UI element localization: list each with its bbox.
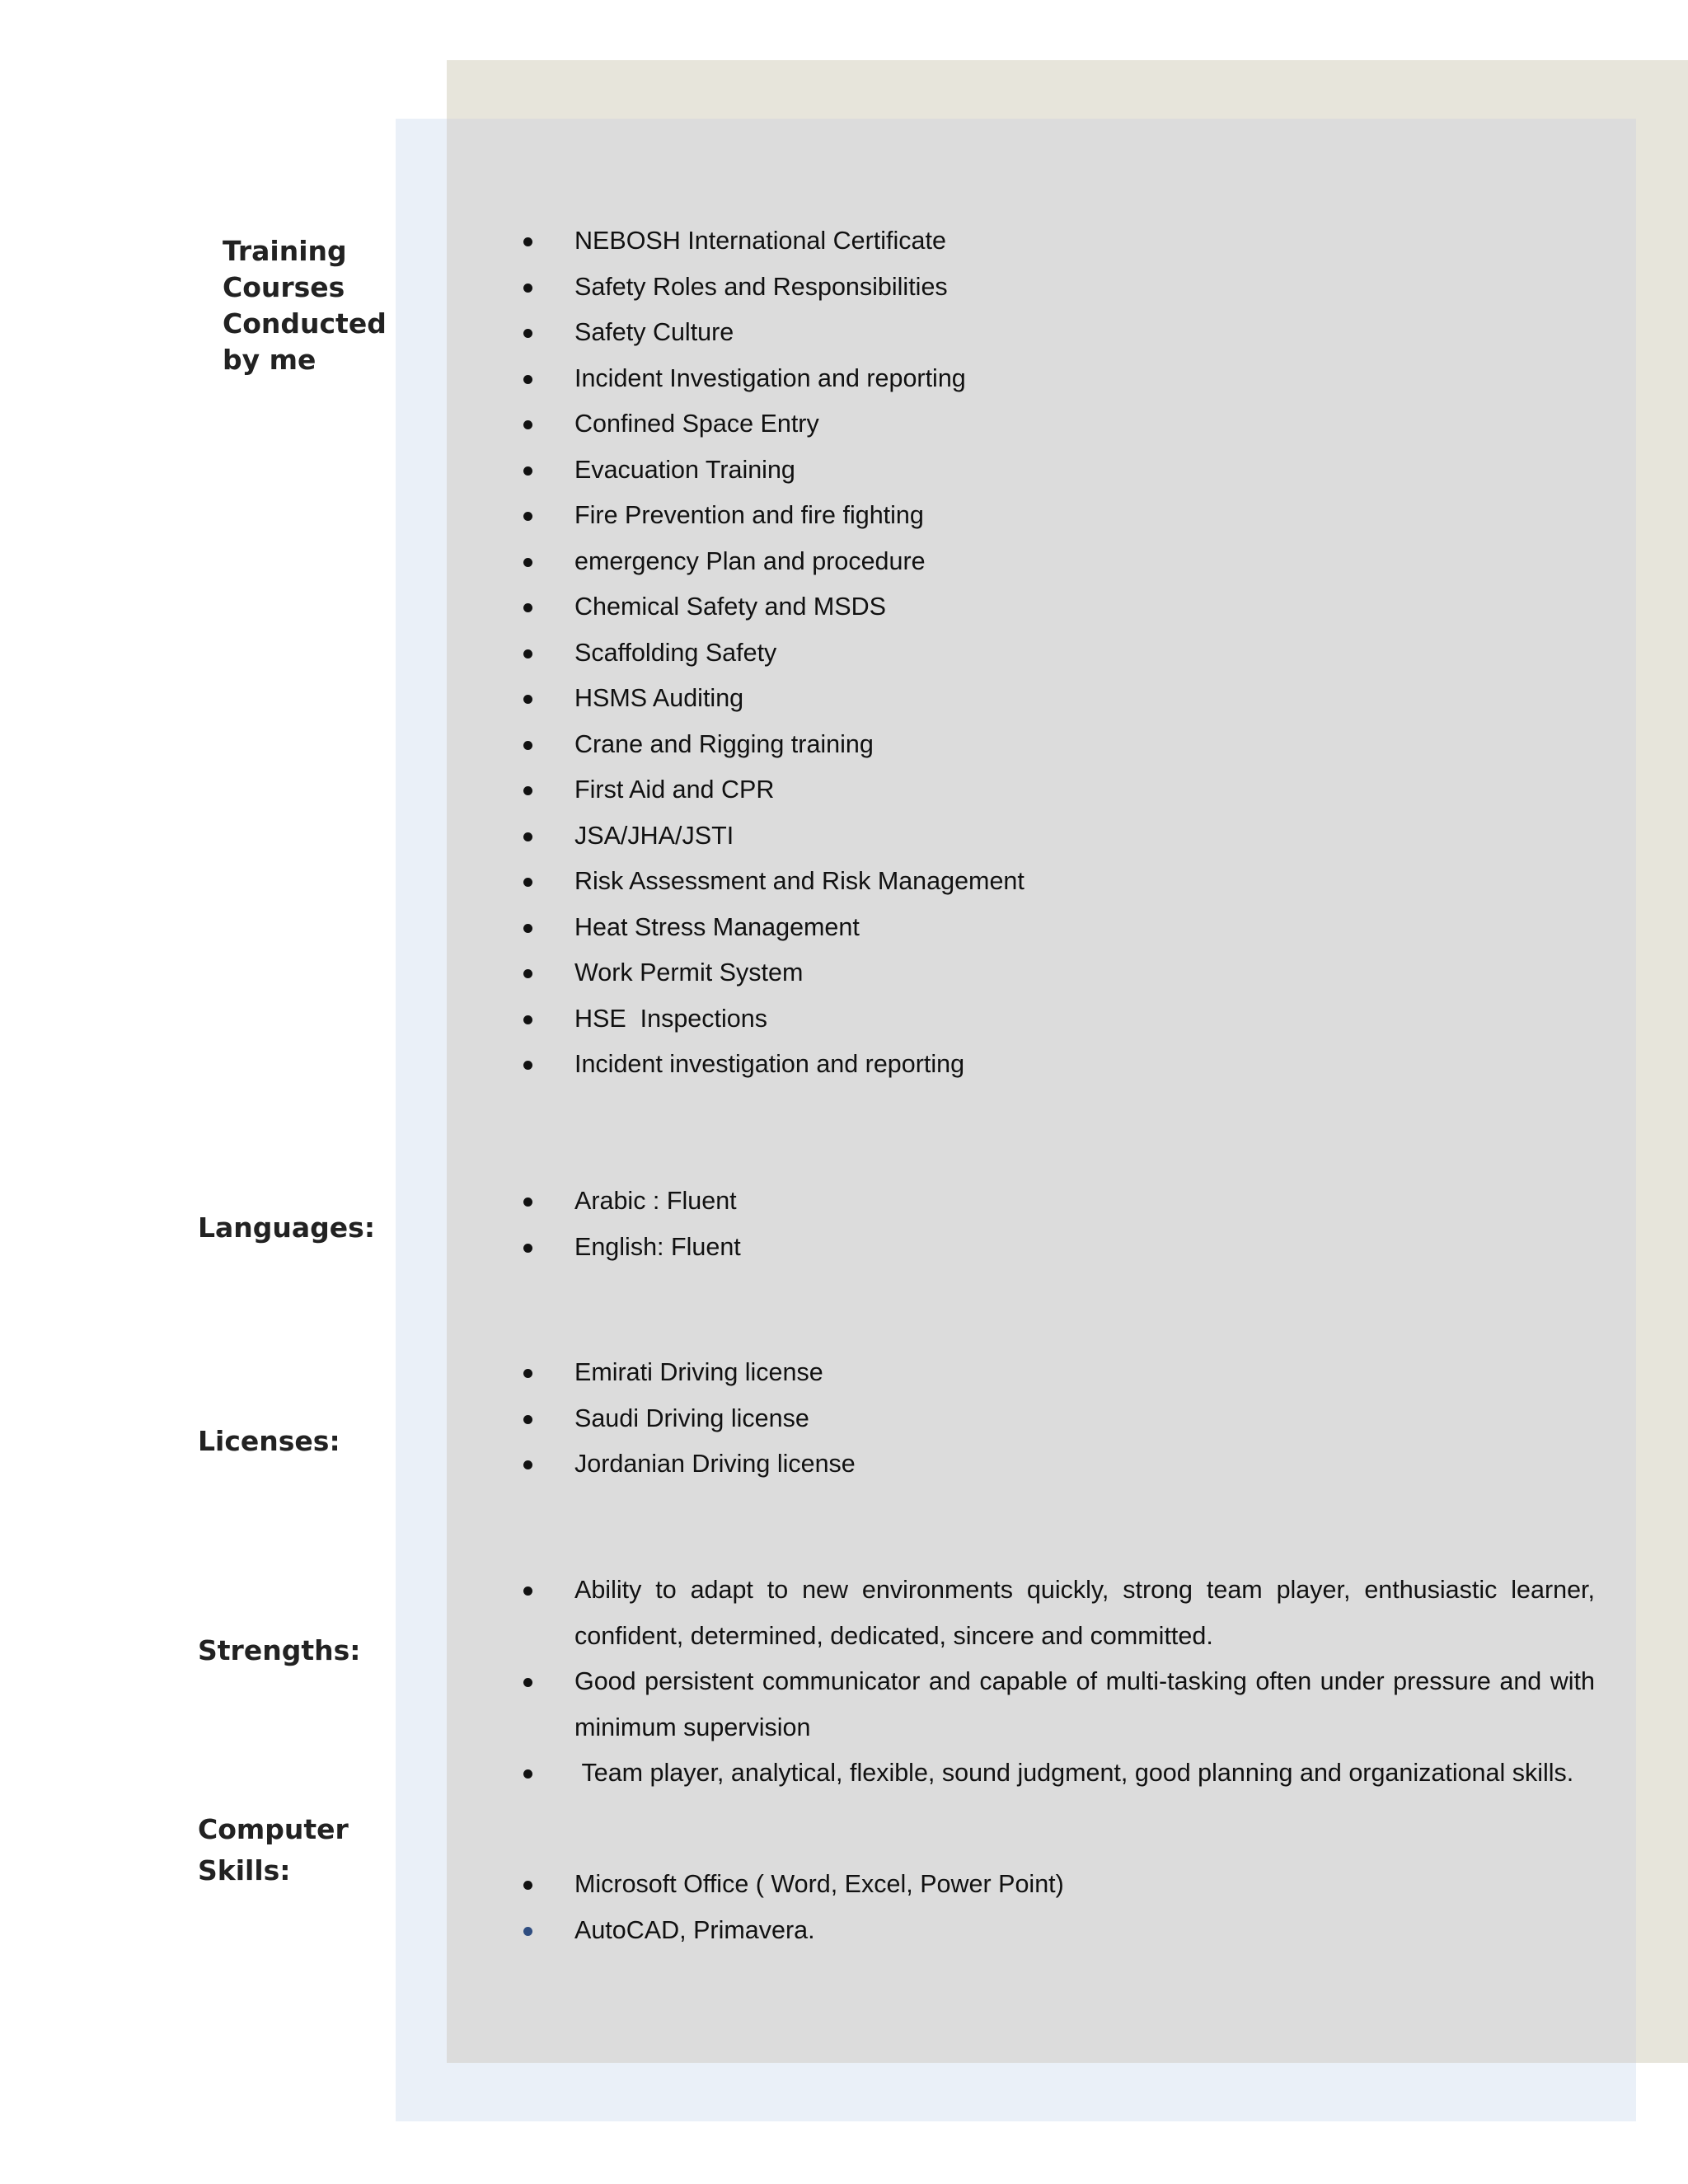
bullet-icon [523,1197,532,1207]
bullet-icon [523,558,532,567]
list-item: Saudi Driving license [519,1396,1595,1442]
list-item: Safety Culture [519,310,1595,356]
bullet-icon [523,1369,532,1378]
licenses-list [519,1350,1595,1488]
list-item: Good persistent communicator and capable of multi-tasking often under pressure and with minimum supervision [519,1659,1595,1750]
bullet-icon [523,1927,532,1936]
bullet-icon [523,1061,532,1070]
list-item: Microsoft Office ( Word, Excel, Power Point) [519,1862,1595,1908]
computer-skills-section-label: Computer Skills: [198,1813,349,1886]
list-item: Incident investigation and reporting [519,1042,1595,1088]
bullet-icon [523,329,532,338]
list-item: Heat Stress Management [519,905,1595,951]
licenses-section-label: Licenses: [198,1425,340,1457]
strengths-section-label: Strengths: [198,1634,361,1666]
list-item: Work Permit System [519,950,1595,996]
training-section-label: Training Courses Conducted by me [223,235,387,376]
list-item: Ability to adapt to new environments quickly, strong team player, enthusiastic learner, confident, determined, dedicated, sincere and committed. [519,1568,1595,1659]
list-item: emergency Plan and procedure [519,539,1595,585]
list-item: Crane and Rigging training [519,722,1595,768]
bullet-icon [523,741,532,750]
list-item: JSA/JHA/JSTI [519,813,1595,860]
list-item: Evacuation Training [519,448,1595,494]
bullet-icon [523,1460,532,1469]
bullet-icon [523,1244,532,1253]
list-item: Fire Prevention and fire fighting [519,493,1595,539]
bullet-icon [523,649,532,658]
bullet-icon [523,1769,532,1779]
bullet-icon [523,924,532,933]
list-item: NEBOSH International Certificate [519,218,1595,265]
bullet-icon [523,512,532,521]
bullet-icon [523,1881,532,1890]
list-item: Safety Roles and Responsibilities [519,265,1595,311]
bullet-icon [523,1415,532,1424]
list-item: HSE Inspections [519,996,1595,1043]
bullet-icon [523,832,532,841]
list-item: Emirati Driving license [519,1350,1595,1396]
bullet-icon [523,420,532,429]
list-item: First Aid and CPR [519,767,1595,813]
bullet-icon [523,603,532,612]
list-item: Scaffolding Safety [519,630,1595,677]
list-item: Team player, analytical, flexible, sound judgment, good planning and organizational skills. [519,1750,1595,1797]
bullet-icon [523,878,532,887]
list-item: Confined Space Entry [519,401,1595,448]
list-item: AutoCAD, Primavera. [519,1908,1595,1954]
list-item: Arabic : Fluent [519,1179,1595,1225]
list-item: Jordanian Driving license [519,1441,1595,1488]
list-item: Risk Assessment and Risk Management [519,859,1595,905]
list-item: HSMS Auditing [519,676,1595,722]
bullet-icon [523,237,532,246]
list-item: English: Fluent [519,1225,1595,1271]
bullet-icon [523,284,532,293]
bullet-icon [523,375,532,384]
bullet-icon [523,1678,532,1687]
list-item: Incident Investigation and reporting [519,356,1595,402]
computer-skills-list [519,1862,1595,1953]
languages-section-label: Languages: [198,1212,376,1244]
languages-list [519,1179,1595,1270]
training-list [519,218,1595,1088]
strengths-list [519,1568,1595,1797]
bullet-icon [523,786,532,795]
list-item: Chemical Safety and MSDS [519,584,1595,630]
bullet-icon [523,1015,532,1024]
bullet-icon [523,695,532,704]
bullet-icon [523,466,532,476]
bullet-icon [523,1586,532,1596]
bullet-icon [523,969,532,978]
